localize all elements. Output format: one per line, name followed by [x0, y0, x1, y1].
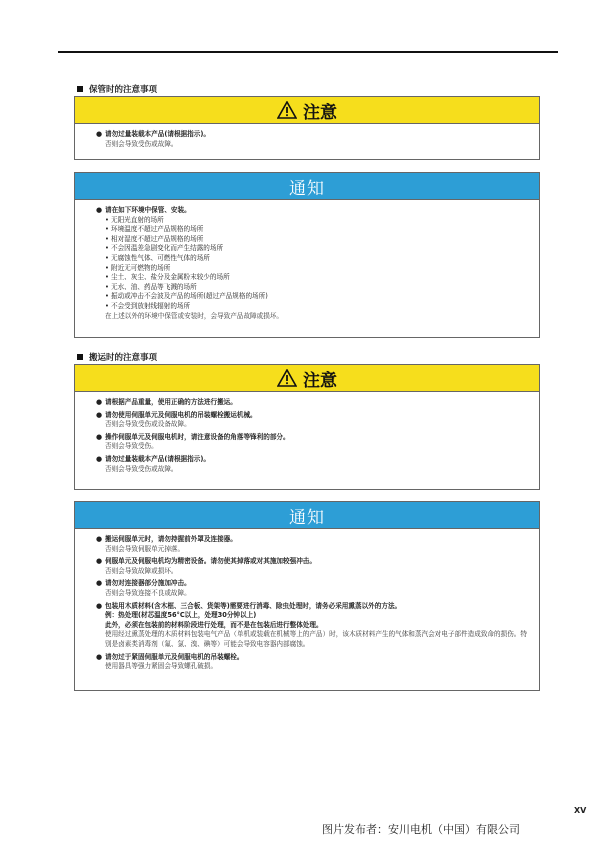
transport-notice-box: [74, 501, 540, 691]
bullet-icon: ●: [96, 557, 103, 566]
dot-icon: •: [105, 292, 109, 301]
dot-icon: •: [105, 234, 109, 243]
dot-icon: •: [105, 225, 109, 234]
bullet-icon: ●: [96, 535, 103, 543]
dot-icon: •: [105, 244, 109, 253]
list-item: [96, 454, 529, 474]
item-detail: 否则会导致受伤或故障。: [105, 139, 178, 148]
condition-text: 无水、油、药品等飞溅的场所: [111, 282, 197, 291]
item-detail: 使用器具等强力紧固会导致螺孔破损。: [105, 662, 218, 671]
notice-body: [75, 200, 539, 328]
condition-text: 无阳光直射的场所: [111, 215, 164, 224]
item-detail: 否则会导致受伤或故障。: [105, 464, 178, 473]
item-detail: 使用经过熏蒸处理的木质材料包装电气产品（单机或装载在机械等上的产品）时，该木质材料产生的气体和蒸汽会对电子部件造成致命的损伤。特别是卤素类消毒剂（氟、氯、溴、碘等）可能会导致电容器内部腐蚀。: [105, 630, 527, 648]
list-item: [96, 432, 529, 452]
list-item: [105, 244, 529, 254]
condition-text: 环境温度不超过产品规格的场所: [111, 225, 204, 234]
notice-lead: 请在如下环境中保管、安装。: [105, 206, 191, 214]
list-item: [96, 557, 529, 576]
item-heading: 请勿对连接器部分施加冲击。: [105, 579, 191, 588]
storage-notice-box: [74, 172, 540, 338]
condition-text: 相对湿度不超过产品规格的场所: [111, 234, 204, 243]
list-item: [105, 301, 529, 312]
bullet-icon: ●: [96, 652, 103, 661]
transport-caution-box: [74, 364, 540, 490]
caution-body: [75, 124, 539, 156]
item-detail: 否则会导致连接不良或故障。: [105, 588, 191, 597]
item-detail: 否则会导致受伤。: [105, 442, 158, 451]
notice-header: [75, 173, 539, 200]
list-item: [105, 253, 529, 264]
item-heading: 操作伺服单元及伺服电机时，请注意设备的角落等锋利的部分。: [105, 432, 290, 441]
list-item: [96, 130, 529, 149]
bullet-icon: ●: [96, 454, 103, 463]
caution-title: 注意: [303, 102, 337, 123]
bullet-icon: ●: [96, 601, 103, 610]
item-detail: 否则会导致受伤或设备故障。: [105, 420, 191, 429]
notice-tail: 在上述以外的环境中保管或安装时，会导致产品故障或损坏。: [105, 311, 284, 320]
dot-icon: •: [105, 301, 109, 310]
item-detail: 否则会导致故障或损坏。: [105, 566, 178, 575]
list-item: [96, 652, 529, 672]
bullet-icon: ●: [96, 410, 103, 419]
condition-text: 不会受到放射线辐射的场所: [111, 301, 191, 310]
bullet-icon: ●: [96, 432, 103, 441]
list-item: ● 请在如下环境中保管、安装。 • 无阳光直射的场所 • 环境温度不超过产品规格的场所 • 相对湿度不超过产品规格的场所 • 不会因温差急剧变化而产生结露的场所 • 无腐蚀性气体、可燃性气体的场所 • 附近无可燃物的场所 • 尘土、灰尘、盐分及金属粉末较少的场所 • 无水、油、药品等飞溅的场所 • 振动或冲击不会波及产品的场所(超过产品规格的场所) • 不会受到放射线辐射的场所 在上述以外的环境中保管或安装时，会导致产品故障或损坏。: [105, 206, 529, 321]
condition-text: 振动或冲击不会波及产品的场所(超过产品规格的场所): [111, 292, 268, 301]
item-heading: 请勿过量装载本产品(请根据指示)。: [105, 130, 210, 138]
item-heading: 此外，必须在包装前的材料阶段进行处理，而不是在包装后进行整体处理。: [105, 620, 323, 629]
condition-text: 尘土、灰尘、盐分及金属粉末较少的场所: [111, 273, 230, 282]
dot-icon: •: [105, 215, 109, 224]
item-heading: 请勿过于紧固伺服单元及伺服电机的吊装螺栓。: [105, 652, 244, 661]
list-item: [96, 601, 529, 650]
notice-title: 通知: [289, 178, 325, 199]
top-rule: [58, 51, 558, 53]
square-bullet-icon: [77, 86, 83, 92]
list-item: [105, 225, 529, 235]
list-item: [105, 292, 529, 302]
dot-icon: •: [105, 263, 109, 272]
dot-icon: •: [105, 282, 109, 291]
notice-title: 通知: [289, 507, 325, 528]
warning-icon: [277, 369, 297, 387]
list-item: [96, 410, 529, 430]
warning-icon: [277, 101, 297, 119]
item-heading: 请勿使用伺服单元及伺服电机的吊装螺栓搬运机械。: [105, 410, 257, 419]
list-item: [105, 263, 529, 274]
condition-text: 无腐蚀性气体、可燃性气体的场所: [111, 253, 210, 262]
bullet-icon: ●: [96, 398, 103, 406]
list-item: [96, 398, 529, 408]
storage-caution-box: [74, 96, 540, 160]
dot-icon: •: [105, 273, 109, 282]
caution-body: [75, 392, 539, 481]
bullet-icon: ●: [96, 579, 103, 588]
caution-title: 注意: [303, 370, 337, 391]
list-item: [105, 234, 529, 245]
condition-text: 附近无可燃物的场所: [111, 263, 171, 272]
list-item: [96, 535, 529, 554]
notice-body: [75, 529, 539, 679]
square-bullet-icon: [77, 354, 83, 360]
list-item: [96, 579, 529, 598]
page-number: XV: [574, 806, 587, 815]
list-item: [105, 282, 529, 293]
section-title-transport: 搬运时的注意事项: [77, 351, 157, 363]
item-heading: 包装用木质材料(含木框、三合板、货架等)需要进行消毒、除虫处理时，请务必采用熏蒸以外的方法。: [105, 601, 402, 610]
item-heading: 请勿过量装载本产品(请根据指示)。: [105, 454, 210, 463]
condition-text: 不会因温差急剧变化而产生结露的场所: [111, 244, 224, 253]
item-heading: 例：热处理(材芯温度56°C以上，处理30分钟以上): [105, 611, 257, 620]
section-title-storage: 保管时的注意事项: [77, 83, 157, 95]
item-heading: 搬运伺服单元时，请勿持握前外罩及连接器。: [105, 535, 237, 543]
item-heading: 请根据产品重量，使用正确的方法进行搬运。: [105, 398, 237, 406]
item-heading: 伺服单元及伺服电机均为精密设备。请勿使其掉落或对其施加较强冲击。: [105, 557, 316, 566]
bullet-icon: ●: [96, 130, 103, 138]
caution-header: [75, 97, 539, 124]
item-detail: 否则会导致伺服单元掉落。: [105, 544, 185, 553]
dot-icon: •: [105, 253, 109, 262]
notice-header: [75, 502, 539, 529]
list-item: [105, 273, 529, 283]
caution-header: [75, 365, 539, 392]
footer-credit: 图片发布者：安川电机（中国）有限公司: [322, 823, 520, 836]
list-item: [105, 215, 529, 226]
